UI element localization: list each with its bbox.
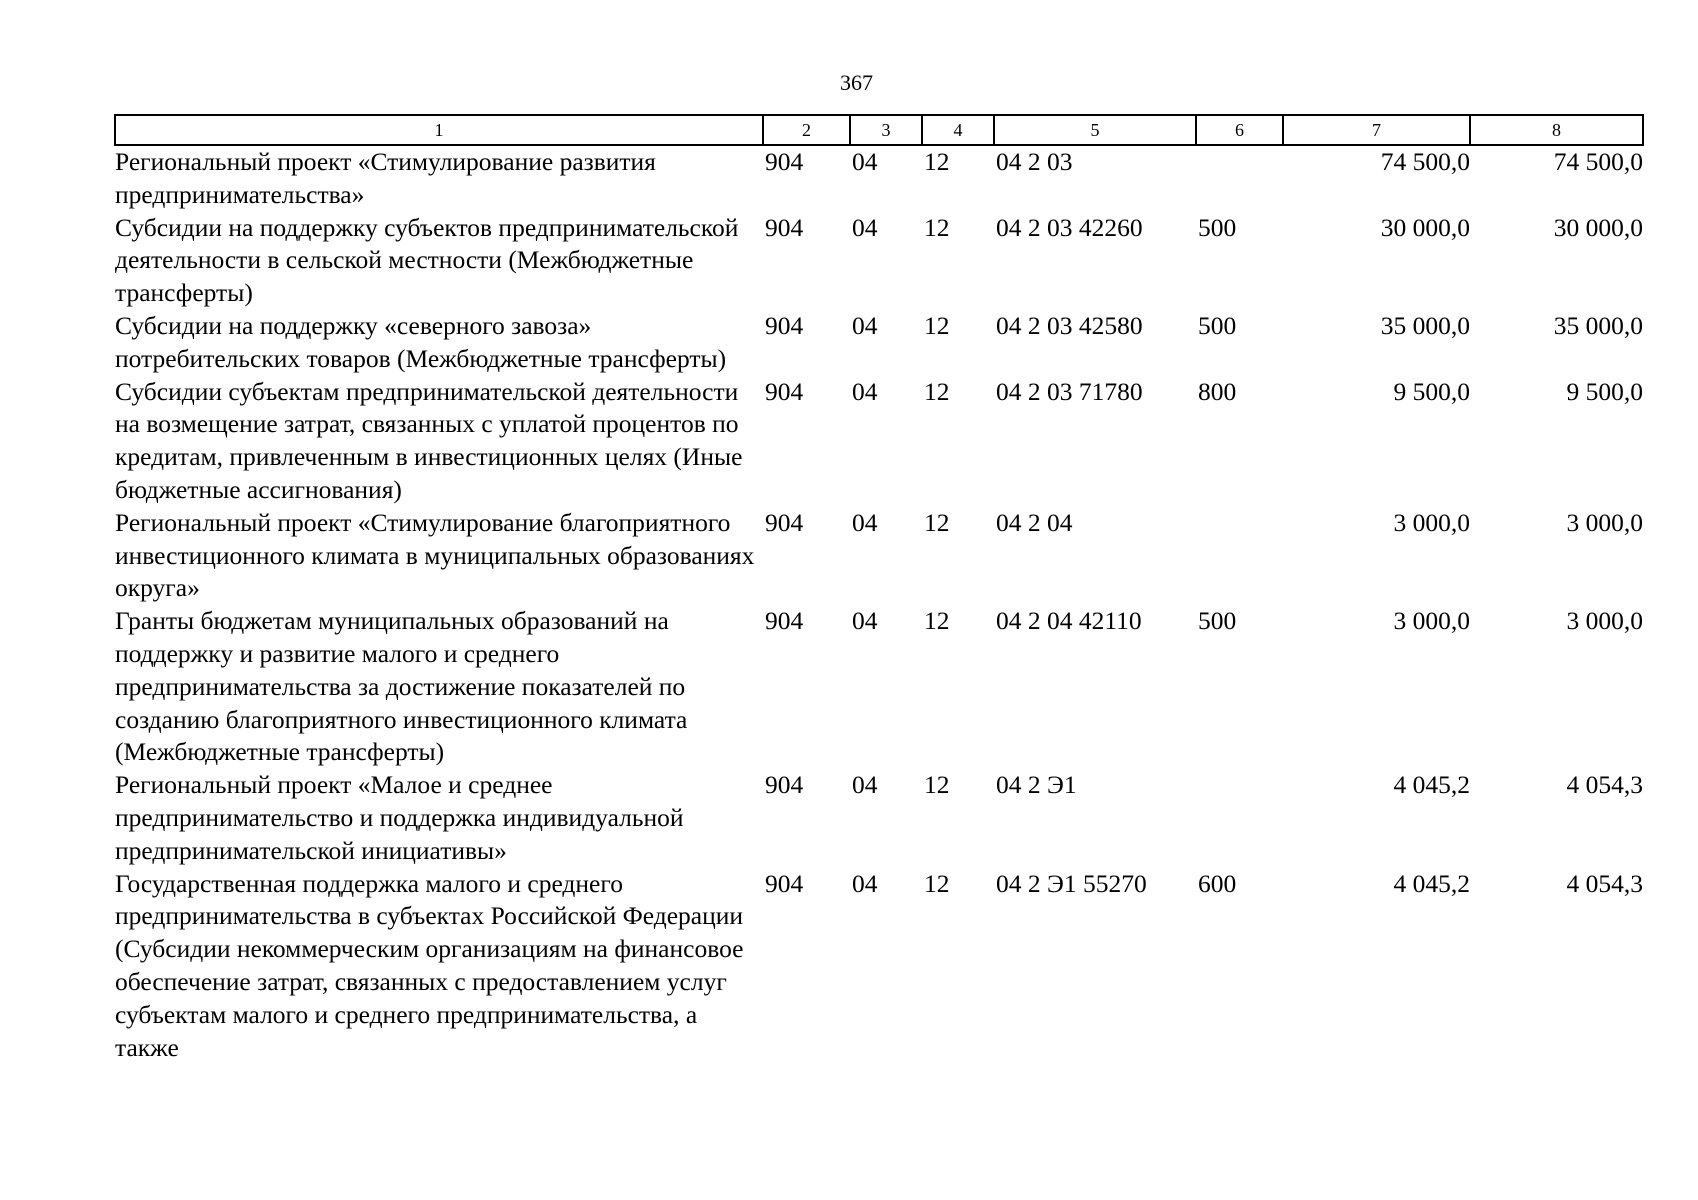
- header-col-6: 6: [1196, 115, 1283, 145]
- table-row: [115, 310, 1643, 376]
- row-ved: 904: [765, 147, 804, 176]
- row-rz: 04: [852, 376, 878, 406]
- row-vr: 500: [1198, 606, 1237, 636]
- row-name: Региональный проект «Стимулирование развития предпринимательства»: [115, 147, 656, 209]
- row-csr: 04 2 03: [996, 147, 1073, 176]
- header-col-5: 5: [994, 115, 1196, 145]
- row-pr: 12: [924, 507, 950, 537]
- row-pr: 12: [924, 770, 950, 800]
- table-row: [115, 145, 1643, 212]
- table-row: [115, 507, 1643, 605]
- row-ved: 904: [765, 310, 804, 340]
- row-csr: 04 2 03 42260: [996, 212, 1143, 242]
- table-row: [115, 868, 1643, 1065]
- row-sum-1: 4 045,2: [1393, 770, 1470, 800]
- row-pr: 12: [924, 212, 950, 242]
- row-sum-1: 74 500,0: [1380, 147, 1470, 176]
- row-rz: 04: [852, 868, 878, 898]
- row-ved: 904: [765, 507, 804, 537]
- row-ved: 904: [765, 376, 804, 406]
- row-ved: 904: [765, 606, 804, 636]
- row-vr: [1196, 507, 1283, 605]
- table-row: [115, 376, 1643, 507]
- table-row: [115, 605, 1643, 769]
- row-sum-2: 4 054,3: [1566, 770, 1643, 800]
- row-name: Государственная поддержка малого и среднего предпринимательства в субъектах Российской Федерации (Субсидии некоммерческим организациям на финансовое обеспечение затрат, связанных с предоставлением услуг субъектам малого и среднего предпринимательства, а также: [115, 868, 744, 1062]
- row-rz: 04: [852, 310, 878, 340]
- header-col-2: 2: [763, 115, 850, 145]
- row-name: Субсидии на поддержку «северного завоза» потребительских товаров (Межбюджетные трансферты): [115, 310, 727, 373]
- header-col-7: 7: [1283, 115, 1470, 145]
- row-csr: 04 2 Э1 55270: [996, 868, 1147, 898]
- header-col-4: 4: [922, 115, 994, 145]
- table-body: [115, 145, 1643, 1064]
- row-csr: 04 2 03 42580: [996, 310, 1143, 340]
- row-ved: 904: [765, 770, 804, 800]
- row-pr: 12: [924, 606, 950, 636]
- row-vr: [1196, 769, 1283, 867]
- row-vr: 500: [1198, 212, 1237, 242]
- table-row: [115, 212, 1643, 310]
- row-sum-1: 35 000,0: [1380, 310, 1470, 340]
- row-vr: 800: [1198, 376, 1237, 406]
- row-name: Субсидии субъектам предпринимательской деятельности на возмещение затрат, связанных с уплатой процентов по кредитам, привлеченным в инвестиционных целях (Иные бюджетные ассигнования): [115, 376, 743, 504]
- budget-table: [114, 114, 1644, 1064]
- row-sum-2: 9 500,0: [1566, 376, 1643, 406]
- row-rz: 04: [852, 770, 878, 800]
- row-name: Региональный проект «Малое и среднее предпринимательство и поддержка индивидуальной предпринимательской инициативы»: [115, 770, 684, 865]
- header-col-3: 3: [850, 115, 922, 145]
- row-pr: 12: [924, 147, 950, 176]
- row-pr: 12: [924, 868, 950, 898]
- row-rz: 04: [852, 212, 878, 242]
- table-header: [115, 115, 1643, 145]
- row-name: Гранты бюджетам муниципальных образований на поддержку и развитие малого и среднего предпринимательства за достижение показателей по созданию благоприятного инвестиционного климата (Межбюджетные трансферты): [115, 606, 688, 767]
- row-sum-1: 30 000,0: [1380, 212, 1470, 242]
- row-sum-2: 35 000,0: [1553, 310, 1643, 340]
- row-sum-2: 3 000,0: [1566, 507, 1643, 537]
- row-pr: 12: [924, 376, 950, 406]
- row-csr: 04 2 04: [996, 507, 1073, 537]
- row-vr: 500: [1198, 310, 1237, 340]
- row-rz: 04: [852, 147, 878, 176]
- row-ved: 904: [765, 212, 804, 242]
- row-rz: 04: [852, 507, 878, 537]
- row-rz: 04: [852, 606, 878, 636]
- table-row: [115, 769, 1643, 867]
- row-sum-1: 9 500,0: [1393, 376, 1470, 406]
- row-vr: 600: [1198, 868, 1237, 898]
- row-sum-2: 4 054,3: [1566, 868, 1643, 898]
- row-sum-1: 3 000,0: [1393, 507, 1470, 537]
- header-row: [115, 115, 1643, 145]
- header-col-1: 1: [115, 115, 763, 145]
- row-vr: [1196, 145, 1283, 212]
- row-csr: 04 2 03 71780: [996, 376, 1143, 406]
- row-sum-2: 74 500,0: [1553, 147, 1643, 176]
- row-sum-2: 30 000,0: [1553, 212, 1643, 242]
- row-name: Региональный проект «Стимулирование благоприятного инвестиционного климата в муниципальных образованиях округа»: [115, 507, 755, 603]
- row-csr: 04 2 04 42110: [996, 606, 1142, 636]
- row-pr: 12: [924, 310, 950, 340]
- row-sum-1: 4 045,2: [1393, 868, 1470, 898]
- row-sum-2: 3 000,0: [1566, 606, 1643, 636]
- row-sum-1: 3 000,0: [1393, 606, 1470, 636]
- page-number: 367: [840, 70, 873, 95]
- row-ved: 904: [765, 868, 804, 898]
- row-csr: 04 2 Э1: [996, 770, 1077, 800]
- header-col-8: 8: [1470, 115, 1643, 145]
- row-name: Субсидии на поддержку субъектов предпринимательской деятельности в сельской местности (Межбюджетные трансферты): [115, 212, 739, 308]
